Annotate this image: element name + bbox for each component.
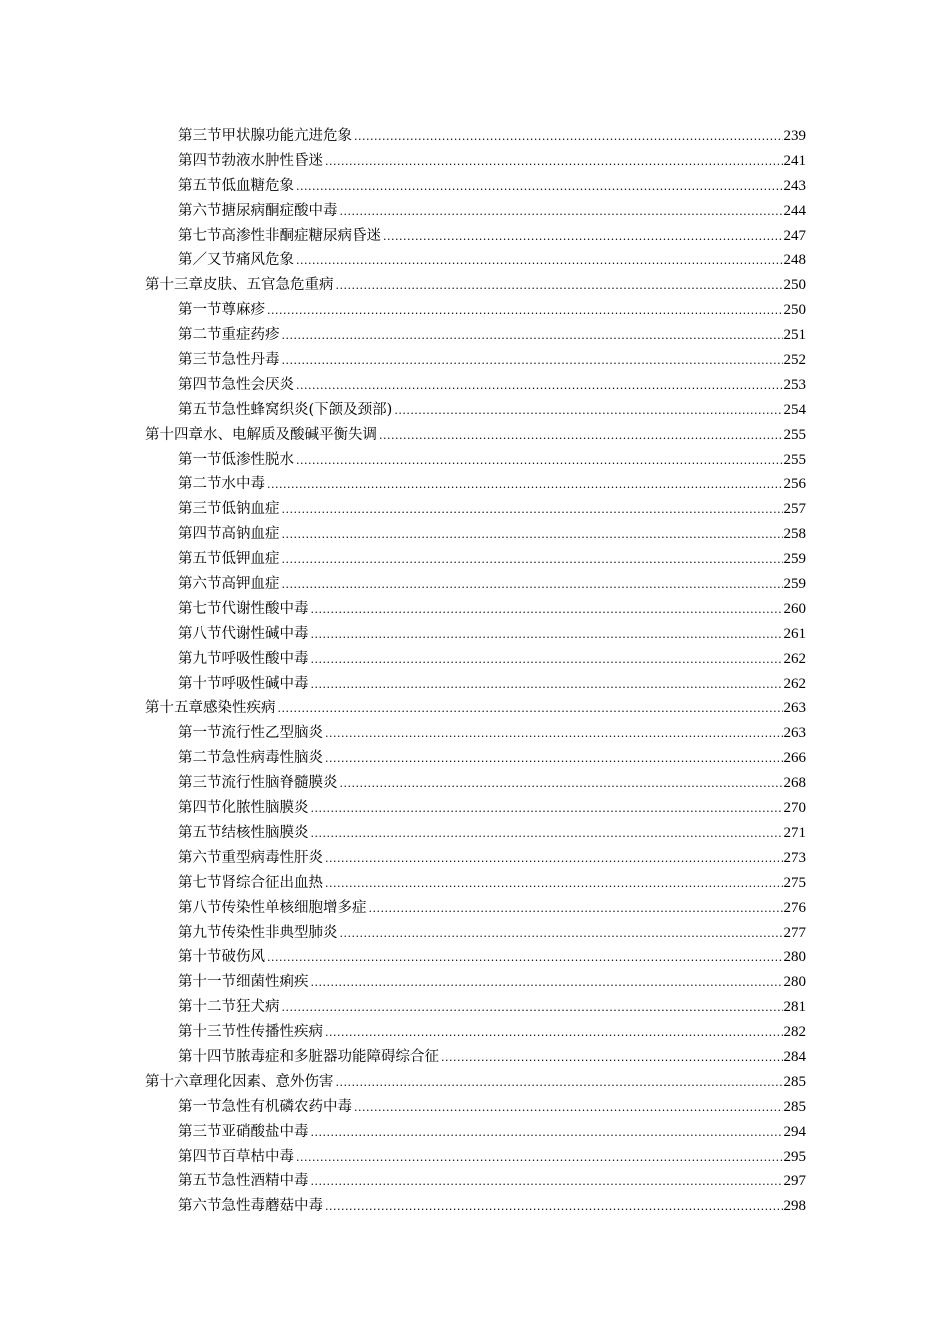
toc-entry-title: 第四节急性会厌炎 [178, 373, 295, 398]
toc-section-entry[interactable] [178, 547, 806, 572]
toc-section-entry[interactable] [178, 896, 806, 921]
toc-entry-title: 第十三章皮肤、五官急危重病 [145, 273, 335, 298]
toc-entry-page-number: 255 [783, 426, 806, 443]
dot-leader [336, 274, 783, 299]
toc-entry-page-number: 239 [783, 128, 806, 144]
toc-entry-page-number: 247 [783, 227, 806, 244]
toc-entry-title: 第一节流行性乙型脑炎 [178, 721, 324, 746]
dot-leader [325, 150, 783, 175]
dot-leader [369, 897, 783, 922]
toc-section-entry[interactable] [178, 846, 806, 871]
toc-entry-page-number: 260 [783, 600, 806, 617]
toc-section-entry[interactable] [178, 124, 806, 149]
dot-leader [311, 623, 783, 648]
toc-entry-page-number: 280 [783, 974, 806, 991]
toc-entry-page-number: 261 [783, 625, 806, 642]
toc-chapter-entry[interactable] [145, 273, 806, 298]
toc-entry-title: 第一节急性有机磷农药中毒 [178, 1095, 353, 1120]
toc-entry-page-number: 280 [783, 949, 806, 966]
toc-entry-title: 第八节代谢性碱中毒 [178, 622, 310, 647]
toc-section-entry[interactable] [178, 348, 806, 373]
dot-leader [267, 946, 783, 971]
toc-entry-title: 第六节急性毒蘑菇中毒 [178, 1194, 324, 1219]
toc-entry-title: 第四节百草枯中毒 [178, 1145, 295, 1170]
toc-entry-title: 第十四章水、电解质及酸碱平衡失调 [145, 423, 378, 448]
toc-entry-page-number: 263 [783, 700, 806, 717]
toc-entry-page-number: 241 [783, 152, 806, 169]
toc-entry-page-number: 250 [783, 277, 806, 294]
dot-leader [311, 648, 783, 673]
toc-section-entry[interactable] [178, 796, 806, 821]
toc-section-entry[interactable] [178, 746, 806, 771]
toc-section-entry[interactable] [178, 1145, 806, 1170]
toc-entry-title: 第九节传染性非典型肺炎 [178, 921, 339, 946]
toc-entry-title: 第十六章理化因素、意外伤害 [145, 1070, 335, 1095]
toc-section-entry[interactable] [178, 572, 806, 597]
dot-leader [311, 971, 783, 996]
toc-entry-page-number: 254 [783, 401, 806, 418]
toc-entry-title: 第三节低钠血症 [178, 497, 281, 522]
dot-leader [282, 349, 783, 374]
toc-chapter-entry[interactable] [145, 696, 806, 721]
toc-entry-page-number: 281 [783, 999, 806, 1016]
dot-leader [340, 922, 783, 947]
toc-entry-page-number: 294 [783, 1123, 806, 1140]
dot-leader [354, 125, 783, 150]
toc-chapter-entry[interactable] [145, 423, 806, 448]
toc-entry-title: 第五节急性酒精中毒 [178, 1169, 310, 1194]
dot-leader [394, 399, 782, 424]
dot-leader [325, 1195, 783, 1220]
dot-leader [296, 175, 783, 200]
toc-entry-page-number: 271 [783, 824, 806, 841]
toc-section-entry[interactable] [178, 248, 806, 273]
dot-leader [296, 1146, 783, 1171]
toc-section-entry[interactable] [178, 622, 806, 647]
dot-leader [282, 523, 783, 548]
toc-entry-page-number: 297 [783, 1173, 806, 1190]
toc-entry-title: 第二节水中毒 [178, 472, 266, 497]
toc-entry-page-number: 268 [783, 775, 806, 792]
dot-leader [340, 200, 783, 225]
toc-section-entry[interactable] [178, 448, 806, 473]
toc-entry-page-number: 285 [783, 1098, 806, 1115]
toc-entry-page-number: 275 [783, 874, 806, 891]
toc-entry-title: 第五节结核性脑膜炎 [178, 821, 310, 846]
toc-section-entry[interactable] [178, 1020, 806, 1045]
toc-entry-page-number: 262 [783, 650, 806, 667]
toc-section-entry[interactable] [178, 921, 806, 946]
dot-leader [325, 747, 783, 772]
toc-section-entry[interactable] [178, 771, 806, 796]
toc-entry-page-number: 298 [783, 1198, 806, 1215]
toc-entry-page-number: 262 [783, 675, 806, 692]
toc-entry-page-number: 248 [783, 252, 806, 269]
toc-entry-page-number: 295 [783, 1148, 806, 1165]
dot-leader [282, 996, 783, 1021]
toc-section-entry[interactable] [178, 1120, 806, 1145]
toc-entry-page-number: 244 [783, 202, 806, 219]
toc-section-entry[interactable] [178, 871, 806, 896]
toc-section-entry[interactable] [178, 472, 806, 497]
toc-entry-page-number: 257 [783, 501, 806, 518]
dot-leader [311, 822, 783, 847]
toc-section-entry[interactable] [178, 373, 806, 398]
toc-entry-page-number: 282 [783, 1024, 806, 1041]
toc-section-entry[interactable] [178, 398, 806, 423]
dot-leader [278, 697, 783, 722]
toc-section-entry[interactable] [178, 199, 806, 224]
toc-entry-page-number: 258 [783, 526, 806, 543]
toc-entry-title: 第八节传染性单核细胞增多症 [178, 896, 368, 921]
table-of-contents [0, 124, 950, 1219]
toc-section-entry[interactable] [178, 672, 806, 697]
toc-entry-title: 第十节破伤风 [178, 945, 266, 970]
dot-leader [325, 872, 783, 897]
dot-leader [383, 225, 783, 250]
toc-entry-title: 第六节重型病毒性肝炎 [178, 846, 324, 871]
toc-entry-page-number: 250 [783, 302, 806, 319]
dot-leader [296, 249, 783, 274]
dot-leader [311, 797, 783, 822]
dot-leader [282, 498, 783, 523]
toc-section-entry[interactable] [178, 497, 806, 522]
toc-entry-title: 第三节甲状腺功能亢进危象 [178, 124, 353, 149]
toc-section-entry[interactable] [178, 597, 806, 622]
toc-section-entry[interactable] [178, 970, 806, 995]
toc-entry-page-number: 256 [783, 476, 806, 493]
toc-entry-title: 第／又节痛风危象 [178, 248, 295, 273]
toc-entry-page-number: 263 [783, 725, 806, 742]
toc-entry-title: 第二节急性病毒性脑炎 [178, 746, 324, 771]
toc-entry-page-number: 284 [783, 1048, 806, 1065]
toc-section-entry[interactable] [178, 323, 806, 348]
toc-section-entry[interactable] [178, 1169, 806, 1194]
toc-section-entry[interactable] [178, 1045, 806, 1070]
toc-entry-page-number: 252 [783, 352, 806, 369]
toc-section-entry[interactable] [178, 995, 806, 1020]
toc-entry-page-number: 251 [783, 327, 806, 344]
toc-entry-title: 第三节亚硝酸盐中毒 [178, 1120, 310, 1145]
dot-leader [282, 324, 783, 349]
toc-entry-title: 第一节尊麻疹 [178, 298, 266, 323]
toc-entry-page-number: 259 [783, 551, 806, 568]
toc-entry-title: 第九节呼吸性酸中毒 [178, 647, 310, 672]
toc-entry-title: 第十四节脓毒症和多脏器功能障碍综合征 [178, 1045, 440, 1070]
toc-entry-title: 第七节肾综合征出血热 [178, 871, 324, 896]
toc-entry-title: 第十一节细菌性痢疾 [178, 970, 310, 995]
toc-chapter-entry[interactable] [145, 1070, 806, 1095]
toc-section-entry[interactable] [178, 647, 806, 672]
toc-entry-title: 第二节重症药疹 [178, 323, 281, 348]
toc-entry-page-number: 276 [783, 899, 806, 916]
toc-entry-title: 第四节勃液水肿性昏迷 [178, 149, 324, 174]
dot-leader [311, 1121, 783, 1146]
dot-leader [336, 1071, 783, 1096]
toc-section-entry[interactable] [178, 149, 806, 174]
toc-entry-title: 第六节搪尿病酮症酸中毒 [178, 199, 339, 224]
toc-entry-page-number: 255 [783, 451, 806, 468]
toc-entry-page-number: 266 [783, 750, 806, 767]
toc-entry-title: 第五节低血糖危象 [178, 174, 295, 199]
dot-leader [296, 449, 783, 474]
toc-section-entry[interactable] [178, 945, 806, 970]
toc-section-entry[interactable] [178, 224, 806, 249]
toc-entry-page-number: 273 [783, 849, 806, 866]
dot-leader [267, 473, 783, 498]
dot-leader [340, 772, 783, 797]
toc-entry-page-number: 277 [783, 924, 806, 941]
dot-leader [311, 598, 783, 623]
toc-entry-title: 第五节急性蜂窝织炎(下颌及颈部) [178, 398, 393, 423]
toc-entry-title: 第三节急性丹毒 [178, 348, 281, 373]
toc-section-entry[interactable] [178, 298, 806, 323]
toc-entry-title: 第一节低渗性脱水 [178, 448, 295, 473]
toc-entry-title: 第六节高钾血症 [178, 572, 281, 597]
toc-entry-title: 第十节呼吸性碱中毒 [178, 672, 310, 697]
toc-section-entry[interactable] [178, 1194, 806, 1219]
dot-leader [325, 722, 783, 747]
toc-entry-title: 第七节代谢性酸中毒 [178, 597, 310, 622]
dot-leader [379, 424, 783, 449]
toc-entry-title: 第七节高渗性非酮症糖尿病昏迷 [178, 224, 382, 249]
toc-entry-page-number: 285 [783, 1073, 806, 1090]
toc-entry-title: 第十二节狂犬病 [178, 995, 281, 1020]
toc-entry-page-number: 253 [783, 376, 806, 393]
toc-entry-title: 第十三节性传播性疾病 [178, 1020, 324, 1045]
toc-entry-title: 第四节化脓性脑膜炎 [178, 796, 310, 821]
toc-entry-page-number: 270 [783, 800, 806, 817]
toc-section-entry[interactable] [178, 721, 806, 746]
toc-entry-page-number: 259 [783, 576, 806, 593]
dot-leader [296, 374, 783, 399]
dot-leader [354, 1096, 783, 1121]
toc-section-entry[interactable] [178, 522, 806, 547]
toc-entry-page-number: 243 [783, 177, 806, 194]
dot-leader [282, 573, 783, 598]
toc-section-entry[interactable] [178, 1095, 806, 1120]
toc-entry-title: 第四节高钠血症 [178, 522, 281, 547]
dot-leader [325, 847, 783, 872]
toc-entry-title: 第五节低钾血症 [178, 547, 281, 572]
dot-leader [441, 1046, 783, 1071]
toc-entry-title: 第十五章感染性疾病 [145, 696, 277, 721]
toc-section-entry[interactable] [178, 174, 806, 199]
dot-leader [282, 548, 783, 573]
toc-entry-title: 第三节流行性脑脊髓膜炎 [178, 771, 339, 796]
dot-leader [311, 673, 783, 698]
dot-leader [267, 299, 783, 324]
dot-leader [325, 1021, 783, 1046]
toc-section-entry[interactable] [178, 821, 806, 846]
dot-leader [311, 1170, 783, 1195]
